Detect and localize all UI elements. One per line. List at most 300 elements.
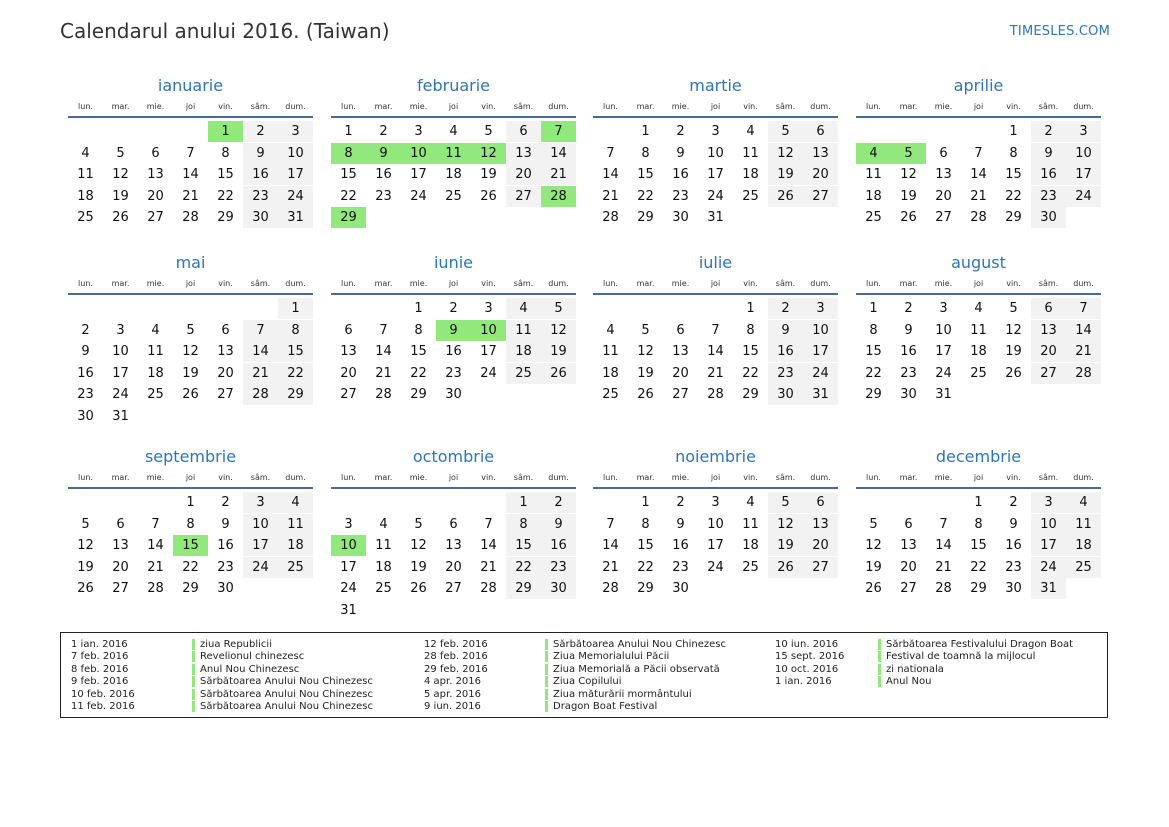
site-link[interactable]: TIMESLES.COM <box>1009 24 1110 39</box>
day-cell: 7 <box>484 516 493 532</box>
day-cell: 24 <box>707 188 724 204</box>
day-cell: 6 <box>449 516 458 532</box>
weekday-header: dum. <box>548 102 569 111</box>
month-martie <box>593 76 838 256</box>
day-cell: 31 <box>340 603 357 618</box>
day-cell: 4 <box>746 495 755 510</box>
day-cell: 15 <box>637 538 654 554</box>
weekday-header: mie. <box>146 473 165 482</box>
day-cell: 29 <box>637 210 654 226</box>
day-cell: 27 <box>803 186 838 207</box>
legend-date: 10 feb. 2016 <box>71 688 135 700</box>
day-cell: 28 <box>970 210 987 226</box>
holiday-day-cell: 4 <box>856 143 891 164</box>
weekday-header: lun. <box>78 102 93 111</box>
holiday-day-cell: 10 <box>401 143 436 164</box>
legend-holiday-name: Anul Nou <box>878 676 931 687</box>
weekday-header: mar. <box>636 279 655 288</box>
day-cell: 28 <box>147 581 164 597</box>
day-cell: 18 <box>506 341 541 362</box>
weekday-header: mar. <box>111 473 130 482</box>
day-cell: 12 <box>768 143 803 164</box>
weekday-header: mar. <box>899 279 918 288</box>
day-cell: 24 <box>278 186 313 207</box>
day-cell: 2 <box>541 492 576 513</box>
legend-holiday-name: Dragon Boat Festival <box>545 701 657 712</box>
weekday-header: sâm. <box>513 279 534 288</box>
day-cell: 3 <box>414 124 423 139</box>
legend-date: 12 feb. 2016 <box>424 639 488 650</box>
month-name: iulie <box>698 253 733 272</box>
day-cell: 30 <box>672 210 689 226</box>
day-cell: 20 <box>1031 341 1066 362</box>
day-cell: 27 <box>217 387 234 403</box>
day-cell: 16 <box>768 341 803 362</box>
day-cell: 25 <box>742 188 759 204</box>
day-cell: 3 <box>1031 492 1066 513</box>
day-cell: 2 <box>676 495 685 510</box>
day-cell: 6 <box>221 322 230 338</box>
day-cell: 29 <box>506 578 541 599</box>
day-cell: 10 <box>112 344 129 360</box>
day-cell: 13 <box>340 344 357 360</box>
weekday-header: mie. <box>671 279 690 288</box>
day-cell: 12 <box>768 514 803 535</box>
day-cell: 20 <box>803 535 838 556</box>
day-cell: 7 <box>606 145 615 161</box>
day-cell: 16 <box>375 167 392 183</box>
day-cell: 6 <box>803 492 838 513</box>
day-cell: 22 <box>865 365 882 381</box>
day-cell: 20 <box>935 188 952 204</box>
day-cell: 7 <box>1066 298 1101 319</box>
day-cell: 26 <box>182 387 199 403</box>
day-cell: 24 <box>243 557 278 578</box>
day-cell: 11 <box>742 516 759 532</box>
day-cell: 9 <box>768 320 803 341</box>
day-cell: 12 <box>541 320 576 341</box>
legend-date: 8 feb. 2016 <box>71 663 129 675</box>
day-cell: 31 <box>707 210 724 226</box>
day-cell: 4 <box>974 301 983 316</box>
weekday-header: sâm. <box>1038 473 1059 482</box>
holiday-day-cell: 15 <box>173 535 208 556</box>
day-cell: 3 <box>278 121 313 142</box>
day-cell: 18 <box>970 344 987 360</box>
day-cell: 16 <box>445 344 462 360</box>
day-cell: 30 <box>768 384 803 405</box>
day-cell: 21 <box>375 365 392 381</box>
day-cell: 1 <box>974 495 983 510</box>
day-cell: 15 <box>865 344 882 360</box>
weekday-header: lun. <box>603 102 618 111</box>
day-cell: 8 <box>278 320 313 341</box>
day-cell: 24 <box>480 365 497 381</box>
day-cell: 1 <box>186 495 195 510</box>
day-cell: 23 <box>243 186 278 207</box>
weekday-header: mar. <box>374 102 393 111</box>
day-cell: 1 <box>869 301 878 316</box>
day-cell: 17 <box>803 341 838 362</box>
day-cell: 10 <box>278 143 313 164</box>
weekday-header: lun. <box>341 102 356 111</box>
day-cell: 5 <box>186 322 195 338</box>
day-cell: 14 <box>480 538 497 554</box>
day-cell: 30 <box>1005 581 1022 597</box>
day-cell: 21 <box>541 164 576 185</box>
day-cell: 19 <box>112 188 129 204</box>
legend-holiday-name: Anul Nou Chinezesc <box>192 664 299 675</box>
day-cell: 22 <box>410 365 427 381</box>
day-cell: 26 <box>768 557 803 578</box>
day-cell: 26 <box>768 186 803 207</box>
weekday-header: dum. <box>1073 279 1094 288</box>
weekday-header: sâm. <box>775 102 796 111</box>
day-cell: 13 <box>803 514 838 535</box>
legend-holiday-name: Revelionul chinezesc <box>192 651 304 662</box>
day-cell: 13 <box>803 143 838 164</box>
month-divider <box>593 293 838 295</box>
day-cell: 16 <box>243 164 278 185</box>
day-cell: 11 <box>742 145 759 161</box>
day-cell: 21 <box>182 188 199 204</box>
day-cell: 29 <box>278 384 313 405</box>
day-cell: 20 <box>900 559 917 575</box>
day-cell: 8 <box>414 322 423 338</box>
day-cell: 8 <box>746 322 755 338</box>
day-cell: 19 <box>480 167 497 183</box>
day-cell: 6 <box>506 121 541 142</box>
day-cell: 7 <box>243 320 278 341</box>
legend-holiday-name: Ziua Copilului <box>545 676 622 687</box>
month-name: noiembrie <box>675 447 756 466</box>
day-cell: 14 <box>602 538 619 554</box>
day-cell: 1 <box>746 301 755 316</box>
month-iulie <box>593 253 838 433</box>
day-cell: 4 <box>1066 492 1101 513</box>
legend-date: 10 iun. 2016 <box>775 639 839 650</box>
holiday-day-cell: 5 <box>891 143 926 164</box>
day-cell: 2 <box>221 495 230 510</box>
weekday-header: vin. <box>743 279 758 288</box>
holiday-day-cell: 9 <box>436 320 471 341</box>
day-cell: 5 <box>768 492 803 513</box>
weekday-header: dum. <box>1073 102 1094 111</box>
day-cell: 13 <box>935 167 952 183</box>
day-cell: 9 <box>676 145 685 161</box>
day-cell: 19 <box>410 559 427 575</box>
weekday-header: joi <box>185 102 196 111</box>
day-cell: 19 <box>900 188 917 204</box>
day-cell: 26 <box>1005 365 1022 381</box>
month-divider <box>856 116 1101 118</box>
day-cell: 2 <box>1031 121 1066 142</box>
day-cell: 25 <box>742 559 759 575</box>
day-cell: 8 <box>506 514 541 535</box>
day-cell: 16 <box>1031 164 1066 185</box>
weekday-header: dum. <box>548 279 569 288</box>
weekday-header: dum. <box>810 102 831 111</box>
weekday-header: sâm. <box>513 473 534 482</box>
day-cell: 11 <box>602 344 619 360</box>
day-cell: 1 <box>1009 124 1018 139</box>
day-cell: 9 <box>541 514 576 535</box>
day-cell: 19 <box>541 341 576 362</box>
day-cell: 7 <box>711 322 720 338</box>
day-cell: 21 <box>602 559 619 575</box>
day-cell: 30 <box>445 387 462 403</box>
day-cell: 4 <box>379 516 388 532</box>
day-cell: 20 <box>340 365 357 381</box>
day-cell: 19 <box>1005 344 1022 360</box>
weekday-header: mar. <box>111 102 130 111</box>
day-cell: 30 <box>900 387 917 403</box>
day-cell: 26 <box>410 581 427 597</box>
day-cell: 23 <box>768 363 803 384</box>
holiday-day-cell: 28 <box>541 186 576 207</box>
day-cell: 17 <box>243 535 278 556</box>
day-cell: 27 <box>340 387 357 403</box>
day-cell: 8 <box>869 322 878 338</box>
weekday-header: dum. <box>285 279 306 288</box>
day-cell: 17 <box>278 164 313 185</box>
day-cell: 23 <box>375 188 392 204</box>
day-cell: 25 <box>278 557 313 578</box>
day-cell: 25 <box>602 387 619 403</box>
day-cell: 21 <box>970 188 987 204</box>
day-cell: 27 <box>1031 363 1066 384</box>
month-divider <box>593 487 838 489</box>
day-cell: 25 <box>147 387 164 403</box>
day-cell: 30 <box>243 207 278 228</box>
weekday-header: joi <box>710 102 721 111</box>
day-cell: 21 <box>602 188 619 204</box>
month-divider <box>68 487 313 489</box>
day-cell: 31 <box>278 207 313 228</box>
weekday-header: mie. <box>934 473 953 482</box>
day-cell: 14 <box>541 143 576 164</box>
legend-date: 29 feb. 2016 <box>424 663 488 675</box>
day-cell: 7 <box>379 322 388 338</box>
day-cell: 10 <box>243 514 278 535</box>
day-cell: 12 <box>865 538 882 554</box>
day-cell: 16 <box>541 535 576 556</box>
day-cell: 29 <box>865 387 882 403</box>
day-cell: 8 <box>1009 145 1018 161</box>
day-cell: 10 <box>935 322 952 338</box>
weekday-header: vin. <box>481 473 496 482</box>
day-cell: 7 <box>606 516 615 532</box>
day-cell: 25 <box>77 210 94 226</box>
day-cell: 9 <box>221 516 230 532</box>
day-cell: 26 <box>541 363 576 384</box>
day-cell: 18 <box>445 167 462 183</box>
month-name: aprilie <box>953 76 1004 95</box>
month-august <box>856 253 1101 433</box>
legend-holiday-name: Festival de toamnă la mijlocul <box>878 651 1035 662</box>
day-cell: 6 <box>939 145 948 161</box>
day-cell: 29 <box>410 387 427 403</box>
weekday-header: mie. <box>409 279 428 288</box>
weekday-header: vin. <box>743 102 758 111</box>
day-cell: 29 <box>742 387 759 403</box>
day-cell: 28 <box>243 384 278 405</box>
month-mai <box>68 253 313 433</box>
day-cell: 12 <box>637 344 654 360</box>
day-cell: 23 <box>1005 559 1022 575</box>
weekday-header: joi <box>710 279 721 288</box>
weekday-header: mar. <box>636 473 655 482</box>
weekday-header: mie. <box>146 279 165 288</box>
day-cell: 2 <box>676 124 685 139</box>
day-cell: 14 <box>375 344 392 360</box>
day-cell: 3 <box>939 301 948 316</box>
month-name: mai <box>175 253 206 272</box>
day-cell: 31 <box>1031 578 1066 599</box>
day-cell: 16 <box>77 365 94 381</box>
day-cell: 5 <box>484 124 493 139</box>
legend-date: 1 ian. 2016 <box>775 676 832 688</box>
weekday-header: sâm. <box>1038 102 1059 111</box>
month-aprilie <box>856 76 1101 256</box>
day-cell: 10 <box>707 145 724 161</box>
day-cell: 16 <box>672 167 689 183</box>
day-cell: 4 <box>506 298 541 319</box>
day-cell: 8 <box>974 516 983 532</box>
day-cell: 22 <box>742 365 759 381</box>
day-cell: 21 <box>147 559 164 575</box>
day-cell: 2 <box>1009 495 1018 510</box>
day-cell: 18 <box>147 365 164 381</box>
day-cell: 24 <box>340 581 357 597</box>
legend-date: 15 sept. 2016 <box>775 651 845 663</box>
day-cell: 15 <box>742 344 759 360</box>
day-cell: 9 <box>676 516 685 532</box>
weekday-header: vin. <box>1006 279 1021 288</box>
day-cell: 29 <box>970 581 987 597</box>
day-cell: 17 <box>410 167 427 183</box>
day-cell: 28 <box>480 581 497 597</box>
day-cell: 7 <box>151 516 160 532</box>
day-cell: 29 <box>637 581 654 597</box>
day-cell: 25 <box>1066 557 1101 578</box>
day-cell: 16 <box>1005 538 1022 554</box>
day-cell: 18 <box>742 538 759 554</box>
day-cell: 17 <box>935 344 952 360</box>
legend-date: 11 feb. 2016 <box>71 701 135 712</box>
day-cell: 3 <box>711 495 720 510</box>
day-cell: 26 <box>900 210 917 226</box>
day-cell: 25 <box>865 210 882 226</box>
day-cell: 27 <box>147 210 164 226</box>
weekday-header: mar. <box>899 102 918 111</box>
day-cell: 16 <box>900 344 917 360</box>
day-cell: 2 <box>379 124 388 139</box>
weekday-header: dum. <box>810 279 831 288</box>
holiday-day-cell: 7 <box>541 121 576 142</box>
day-cell: 17 <box>707 538 724 554</box>
day-cell: 18 <box>278 535 313 556</box>
day-cell: 26 <box>637 387 654 403</box>
day-cell: 25 <box>970 365 987 381</box>
day-cell: 31 <box>935 387 952 403</box>
legend-holiday-name: Sărbătoarea Festivalului Dragon Boat <box>878 639 1073 650</box>
day-cell: 30 <box>77 409 94 424</box>
holiday-day-cell: 29 <box>331 207 366 228</box>
day-cell: 5 <box>541 298 576 319</box>
legend-holiday-name: Sărbătoarea Anului Nou Chinezesc <box>192 676 373 687</box>
weekday-header: lun. <box>341 473 356 482</box>
weekday-header: dum. <box>548 473 569 482</box>
weekday-header: lun. <box>78 473 93 482</box>
legend-date: 7 feb. 2016 <box>71 651 129 663</box>
day-cell: 5 <box>641 322 650 338</box>
day-cell: 24 <box>1066 186 1101 207</box>
day-cell: 9 <box>904 322 913 338</box>
month-divider <box>68 116 313 118</box>
weekday-header: mie. <box>146 102 165 111</box>
day-cell: 31 <box>803 384 838 405</box>
month-ianuarie <box>68 76 313 256</box>
weekday-header: lun. <box>866 473 881 482</box>
day-cell: 5 <box>81 516 90 532</box>
day-cell: 27 <box>506 186 541 207</box>
day-cell: 2 <box>904 301 913 316</box>
weekday-header: sâm. <box>250 102 271 111</box>
day-cell: 14 <box>602 167 619 183</box>
day-cell: 2 <box>81 322 90 338</box>
day-cell: 4 <box>606 322 615 338</box>
legend-date: 28 feb. 2016 <box>424 651 488 663</box>
legend-holiday-name: Ziua măturării mormântului <box>545 689 692 700</box>
day-cell: 28 <box>602 210 619 226</box>
month-name: august <box>951 253 1006 272</box>
day-cell: 28 <box>935 581 952 597</box>
day-cell: 23 <box>672 559 689 575</box>
day-cell: 28 <box>182 210 199 226</box>
day-cell: 8 <box>641 145 650 161</box>
day-cell: 15 <box>637 167 654 183</box>
day-cell: 6 <box>344 322 353 338</box>
day-cell: 26 <box>480 188 497 204</box>
day-cell: 24 <box>803 363 838 384</box>
weekday-header: joi <box>973 102 984 111</box>
weekday-header: vin. <box>218 102 233 111</box>
day-cell: 29 <box>182 581 199 597</box>
month-name: ianuarie <box>157 76 224 95</box>
day-cell: 20 <box>803 164 838 185</box>
day-cell: 19 <box>77 559 94 575</box>
day-cell: 10 <box>803 320 838 341</box>
day-cell: 6 <box>1031 298 1066 319</box>
month-name: februarie <box>416 76 491 95</box>
day-cell: 14 <box>970 167 987 183</box>
weekday-header: sâm. <box>250 279 271 288</box>
day-cell: 7 <box>186 145 195 161</box>
day-cell: 5 <box>1009 301 1018 316</box>
day-cell: 4 <box>449 124 458 139</box>
day-cell: 4 <box>151 322 160 338</box>
day-cell: 30 <box>1031 207 1066 228</box>
legend-date: 4 apr. 2016 <box>424 676 482 688</box>
legend-holiday-name: Ziua Memorială a Păcii observată <box>545 664 720 675</box>
day-cell: 9 <box>81 344 90 360</box>
day-cell: 31 <box>112 409 129 424</box>
holiday-day-cell: 12 <box>471 143 506 164</box>
day-cell: 11 <box>1066 514 1101 535</box>
holiday-day-cell: 8 <box>331 143 366 164</box>
month-divider <box>331 293 576 295</box>
